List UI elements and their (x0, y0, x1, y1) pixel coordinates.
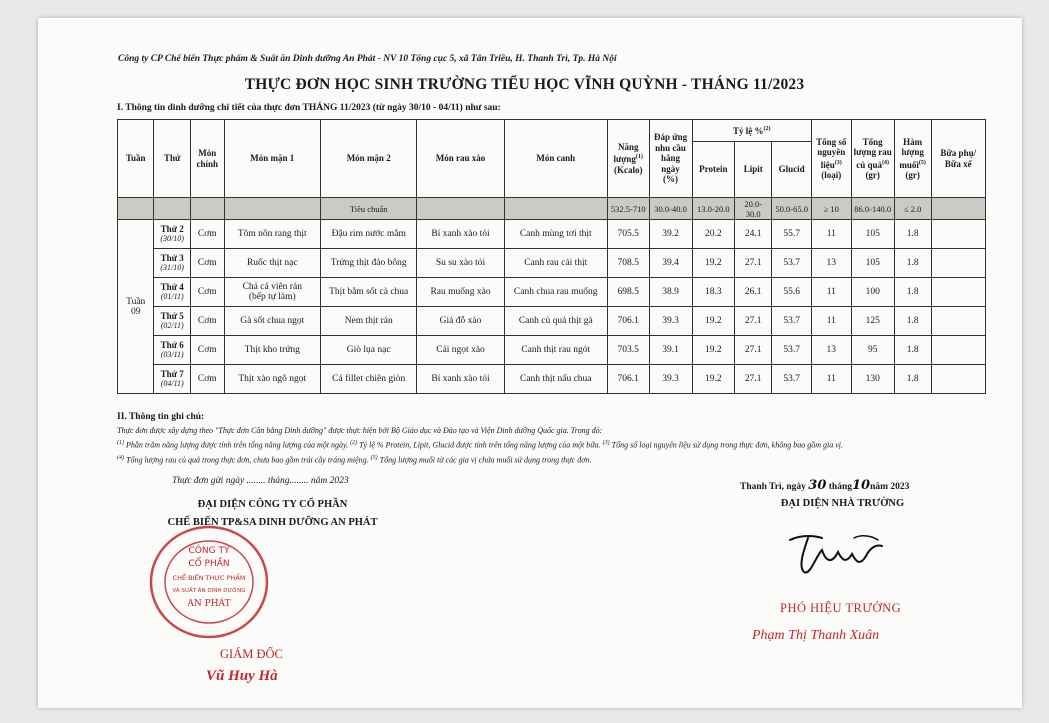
week-cell: Tuần 09 (118, 220, 154, 394)
extra-cell (931, 220, 986, 249)
salt-cell: 1.8 (894, 249, 931, 278)
stamp-line-1: CÔNG TY (188, 546, 230, 556)
main-dish-cell: Cơm (190, 278, 224, 307)
standard-protein: 13.0-20.0 (692, 198, 735, 220)
ingredients-cell: 11 (811, 307, 851, 336)
main-dish-cell: Cơm (190, 365, 224, 394)
energy-cell: 706.1 (607, 365, 649, 394)
sign-month: 10 (852, 478, 871, 493)
dish1-cell: Ruốc thịt nạc (224, 249, 320, 278)
col-canh: Món canh (504, 120, 607, 198)
veg-cell: Su su xào tỏi (417, 249, 504, 278)
glucid-cell: 53.7 (772, 307, 812, 336)
vegamt-cell: 100 (851, 278, 894, 307)
main-dish-cell: Cơm (190, 336, 224, 365)
col-man2: Món mặn 2 (320, 120, 417, 198)
stamp-line-5: AN PHÁT (187, 599, 231, 609)
table-row (118, 249, 986, 278)
extra-cell (931, 365, 986, 394)
soup-cell: Canh mùng tơi thịt (504, 220, 607, 249)
table-row (118, 307, 986, 336)
table-row (118, 220, 986, 249)
soup-cell: Canh củ quả thịt gà (504, 307, 607, 336)
veg-cell: Cải ngọt xào (417, 336, 504, 365)
veg-cell: Bí xanh xào tỏi (417, 220, 504, 249)
glucid-cell: 53.7 (772, 365, 812, 394)
section-1-heading: I. Thông tin dinh dưỡng chi tiết của thực đơn THÁNG 11/2023 (từ ngày 30/10 - 04/11) như sau: (117, 103, 501, 113)
col-lipit: Lipit (735, 142, 772, 198)
vice-principal-title: PHÓ HIỆU TRƯỞNG (780, 601, 902, 615)
standard-ingredients: ≥ 10 (811, 198, 851, 220)
school-representative: ĐẠI DIỆN NHÀ TRƯỜNG (780, 498, 905, 509)
main-dish-cell: Cơm (190, 249, 224, 278)
need-cell: 39.1 (649, 336, 692, 365)
table-row (118, 278, 986, 307)
protein-cell: 20.2 (692, 220, 735, 249)
protein-cell: 19.2 (692, 365, 735, 394)
dish1-cell: Thịt kho trứng (224, 336, 320, 365)
col-bua-phu: Bữa phụ/ Bữa xế (931, 120, 986, 198)
day-cell: Thứ 4 (01/11) (154, 278, 191, 307)
table-header-row (118, 120, 986, 142)
salt-cell: 1.8 (894, 307, 931, 336)
glucid-cell: 55.6 (772, 278, 812, 307)
dish1-cell: Thịt xào ngô ngọt (224, 365, 320, 394)
vegamt-cell: 125 (851, 307, 894, 336)
table-row (118, 365, 986, 394)
col-man1: Món mặn 1 (224, 120, 320, 198)
dish2-cell: Nem thịt rán (320, 307, 417, 336)
dish2-cell: Giò lụa nạc (320, 336, 417, 365)
glucid-cell: 55.7 (772, 220, 812, 249)
extra-cell (931, 307, 986, 336)
table-row (118, 336, 986, 365)
energy-cell: 706.1 (607, 307, 649, 336)
salt-cell: 1.8 (894, 278, 931, 307)
standard-lipit: 20.0-30.0 (735, 198, 772, 220)
menu-table (117, 119, 986, 394)
standard-salt: ≤ 2.0 (894, 198, 931, 220)
vegamt-cell: 105 (851, 249, 894, 278)
ingredients-cell: 13 (811, 249, 851, 278)
vegamt-cell: 130 (851, 365, 894, 394)
lipit-cell: 27.1 (735, 249, 772, 278)
lipit-cell: 26.1 (735, 278, 772, 307)
ingredients-cell: 11 (811, 365, 851, 394)
dish2-cell: Trứng thịt đảo bông (320, 249, 417, 278)
extra-cell (931, 249, 986, 278)
lipit-cell: 27.1 (735, 365, 772, 394)
notes-line3: $^{(4)}$ Tổng lượng rau củ quả trong thực đơn, chưa bao gồm trái cây tráng miệng. $^{(5)}$ Tổng lượng muối từ các gia vị chứa muối sử dụng trong thực đơn. (117, 454, 592, 465)
col-mon-chinh: Món chính (190, 120, 224, 198)
salt-cell: 1.8 (894, 220, 931, 249)
col-glucid: Glucid (772, 142, 812, 198)
company-line: Công ty CP Chế biến Thực phẩm & Suất ăn Dinh dưỡng An Phát - NV 10 Tổng cục 5, xã Tân Triều, H. Thanh Trì, Tp. Hà Nội (118, 54, 617, 64)
protein-cell: 18.3 (692, 278, 735, 307)
main-dish-cell: Cơm (190, 307, 224, 336)
soup-cell: Canh chua rau muống (504, 278, 607, 307)
stamp-line-2: CỔ PHẦN (188, 559, 230, 569)
director-title: GIÁM ĐỐC (220, 647, 283, 661)
need-cell: 38.9 (649, 278, 692, 307)
standard-row (118, 198, 986, 220)
day-cell: Thứ 2 (30/10) (154, 220, 191, 249)
col-tong-so: Tổng số nguyên liệu$^{(3)}$ (loại) (811, 120, 851, 198)
day-cell: Thứ 7 (04/11) (154, 365, 191, 394)
need-cell: 39.4 (649, 249, 692, 278)
standard-veg: 86.0-140.0 (851, 198, 894, 220)
ingredients-cell: 11 (811, 220, 851, 249)
ingredients-cell: 13 (811, 336, 851, 365)
sign-day: 30 (808, 478, 827, 493)
dish1-cell: Chả cá viên rán (bếp tự làm) (224, 278, 320, 307)
need-cell: 39.2 (649, 220, 692, 249)
col-dap-ung: Đáp ứng nhu cầu hằng ngày (%) (649, 120, 692, 198)
col-rau: Món rau xào (417, 120, 504, 198)
protein-cell: 19.2 (692, 307, 735, 336)
day-cell: Thứ 3 (31/10) (154, 249, 191, 278)
company-rep-line2: CHẾ BIẾN TP&SA DINH DƯỠNG AN PHÁT (167, 517, 378, 528)
company-stamp (148, 523, 270, 641)
dish1-cell: Tôm nõn rang thịt (224, 220, 320, 249)
vegamt-cell: 105 (851, 220, 894, 249)
soup-cell: Canh thịt rau ngót (504, 336, 607, 365)
notes-block (117, 411, 977, 466)
energy-cell: 705.5 (607, 220, 649, 249)
need-cell: 39.3 (649, 307, 692, 336)
salt-cell: 1.8 (894, 336, 931, 365)
glucid-cell: 53.7 (772, 336, 812, 365)
dish1-cell: Gà sốt chua ngọt (224, 307, 320, 336)
need-cell: 39.3 (649, 365, 692, 394)
send-date-line: Thực đơn gửi ngày ........ tháng........ năm 2023 (172, 476, 349, 486)
sign-date: Thanh Trì, ngày 30 tháng10năm 2023 (740, 478, 910, 493)
extra-cell (931, 278, 986, 307)
veg-cell: Rau muống xào (417, 278, 504, 307)
company-rep-line1: ĐẠI DIỆN CÔNG TY CỔ PHẦN (197, 499, 348, 510)
day-cell: Thứ 6 (03/11) (154, 336, 191, 365)
vice-principal-name: Phạm Thị Thanh Xuân (752, 628, 880, 643)
day-cell: Thứ 5 (02/11) (154, 307, 191, 336)
notes-line1: Thực đơn được xây dựng theo "Thực đơn Cân bằng Dinh dưỡng" được thực hiện bởi Bộ Giáo dục và Đào tạo và Viện Dinh dưỡng Quốc gia. Trong đó: (117, 426, 603, 435)
col-tong-rau: Tổng lượng rau củ quả$^{(4)}$ (gr) (851, 120, 894, 198)
col-thu: Thứ (154, 120, 191, 198)
main-dish-cell: Cơm (190, 220, 224, 249)
energy-cell: 703.5 (607, 336, 649, 365)
energy-cell: 698.5 (607, 278, 649, 307)
page-title: THỰC ĐƠN HỌC SINH TRƯỜNG TIỂU HỌC VĨNH QUỲNH - THÁNG 11/2023 (244, 76, 805, 93)
col-nang-luong: Năng lượng$^{(1)}$ (Kcalo) (607, 120, 649, 198)
protein-cell: 19.2 (692, 336, 735, 365)
dish2-cell: Cá fillet chiên giòn (320, 365, 417, 394)
extra-cell (931, 336, 986, 365)
standard-label: Tiêu chuẩn (320, 198, 417, 220)
vice-principal-signature (782, 526, 892, 578)
veg-cell: Bí xanh xào tỏi (417, 365, 504, 394)
glucid-cell: 53.7 (772, 249, 812, 278)
lipit-cell: 24.1 (735, 220, 772, 249)
dish2-cell: Thịt bằm sốt cà chua (320, 278, 417, 307)
vegamt-cell: 95 (851, 336, 894, 365)
lipit-cell: 27.1 (735, 336, 772, 365)
col-ty-le: Tỷ lệ %$^{(2)}$ (692, 120, 811, 142)
dish2-cell: Đậu rim nước mắm (320, 220, 417, 249)
stamp-line-4: VÀ SUẤT ĂN DINH DƯỠNG (172, 588, 246, 594)
notes-heading: II. Thông tin ghi chú: (117, 412, 205, 422)
energy-cell: 708.5 (607, 249, 649, 278)
ingredients-cell: 11 (811, 278, 851, 307)
protein-cell: 19.2 (692, 249, 735, 278)
col-muoi: Hàm lượng muối$^{(5)}$ (gr) (894, 120, 931, 198)
standard-energy: 532.5-710 (607, 198, 649, 220)
lipit-cell: 27.1 (735, 307, 772, 336)
soup-cell: Canh thịt nấu chua (504, 365, 607, 394)
standard-glucid: 50.0-65.0 (772, 198, 812, 220)
col-tuan: Tuần (118, 120, 154, 198)
notes-line2: $^{(1)}$ Phần trăm năng lượng được tính trên tổng năng lượng của một ngày. $^{(2)}$ Tỷ lệ % Protein, Lipit, Glucid được tính trên tổng năng lượng của một bữa. $^{(3)}$ Tổng số loại nguyên liệu sử dụng trong thực đơn, không bao gồm gia vị. (117, 440, 844, 450)
soup-cell: Canh rau cải thịt (504, 249, 607, 278)
director-name: Vũ Huy Hà (206, 668, 278, 684)
stamp-line-3: CHẾ BIẾN THỰC PHẨM (172, 574, 246, 582)
standard-need: 30.0-40.0 (649, 198, 692, 220)
veg-cell: Giá đỗ xào (417, 307, 504, 336)
salt-cell: 1.8 (894, 365, 931, 394)
col-protein: Protein (692, 142, 735, 198)
